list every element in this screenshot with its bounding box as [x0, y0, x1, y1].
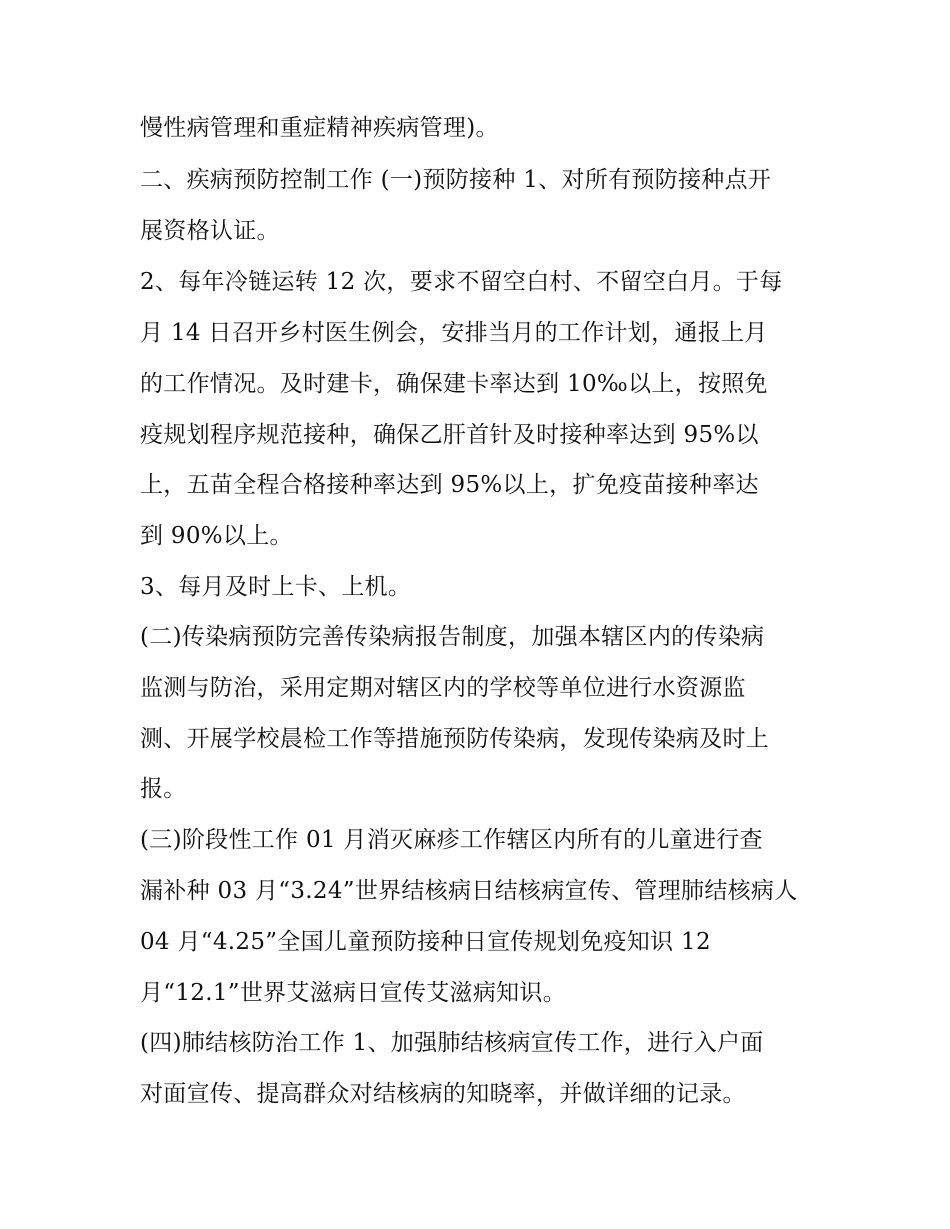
text-line: 二、疾病预防控制工作 (一)预防接种 1、对所有预防接种点开 [140, 167, 772, 193]
text-line: 慢性病管理和重症精神疾病管理)。 [140, 115, 499, 141]
text-line: 漏补种 03 月“3.24”世界结核病日结核病宣传、管理肺结核病人 [140, 878, 798, 904]
text-line: (四)肺结核防治工作 1、加强肺结核病宣传工作，进行入户面 [140, 1030, 764, 1056]
text-line: 上，五苗全程合格接种率达到 95%以上，扩免疫苗接种率达 [140, 472, 759, 498]
text-line: (三)阶段性工作 01 月消灭麻疹工作辖区内所有的儿童进行查 [140, 827, 763, 853]
text-line: 对面宣传、提高群众对结核病的知晓率，并做详细的记录。 [140, 1081, 746, 1107]
text-line: 展资格认证。 [140, 218, 280, 244]
text-line: 测、开展学校晨检工作等措施预防传染病，发现传染病及时上 [140, 726, 770, 752]
text-line: 监测与防治，采用定期对辖区内的学校等单位进行水资源监 [140, 675, 746, 701]
text-line: 的工作情况。及时建卡，确保建卡率达到 10‰以上，按照免 [140, 371, 768, 397]
text-line: 月 14 日召开乡村医生例会，安排当月的工作计划，通报上月 [140, 320, 768, 346]
text-line: 月“12.1”世界艾滋病日宣传艾滋病知识。 [140, 980, 567, 1006]
text-line: 到 90%以上。 [140, 523, 293, 549]
text-line: 疫规划程序规范接种，确保乙肝首针及时接种率达到 95%以 [140, 422, 759, 448]
text-line: (二)传染病预防完善传染病报告制度，加强本辖区内的传染病 [140, 624, 765, 650]
text-line: 3、每月及时上卡、上机。 [140, 574, 412, 600]
text-line: 报。 [140, 776, 187, 802]
text-line: 04 月“4.25”全国儿童预防接种日宣传规划免疫知识 12 [140, 929, 711, 955]
text-line: 2、每年冷链运转 12 次，要求不留空白村、不留空白月。于每 [140, 269, 783, 295]
